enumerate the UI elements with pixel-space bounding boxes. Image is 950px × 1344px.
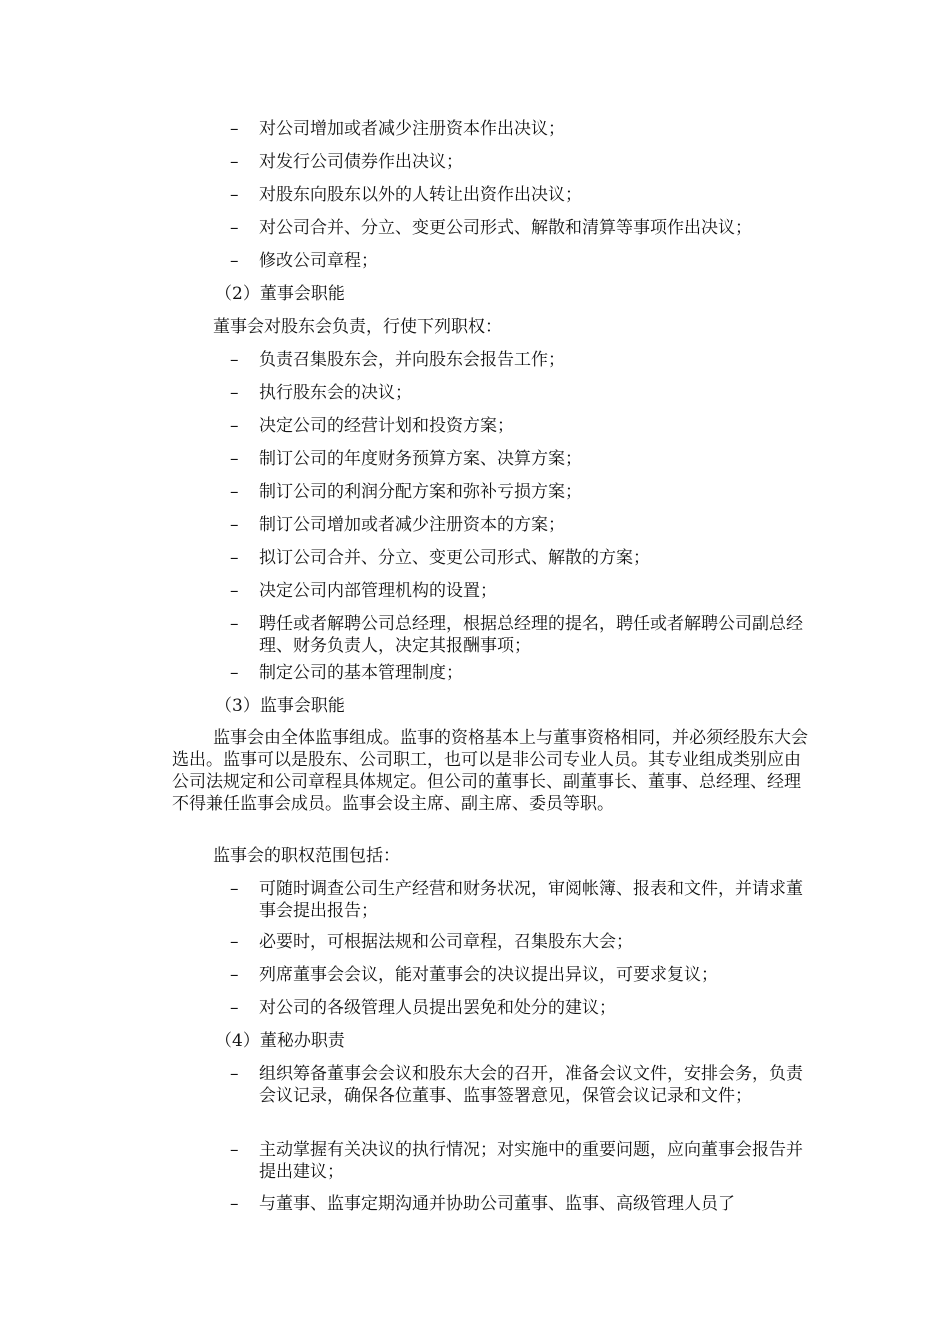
dash-bullet: – xyxy=(230,449,239,469)
dash-bullet: – xyxy=(230,383,239,403)
list-item-text: 对公司增加或者减少注册资本作出决议； xyxy=(259,119,565,139)
dash-bullet: – xyxy=(230,663,239,683)
list-item-text: 决定公司内部管理机构的设置； xyxy=(259,581,497,601)
dash-bullet: – xyxy=(230,614,239,634)
dash-bullet: – xyxy=(230,218,239,238)
dash-bullet: – xyxy=(230,152,239,172)
list-item-text: 聘任或者解聘公司总经理，根据总经理的提名，聘任或者解聘公司副总经理、财务负责人，决定其报酬事项； xyxy=(259,614,803,656)
list-item-text: 执行股东会的决议； xyxy=(259,383,412,403)
list-item-text: 与董事、监事定期沟通并协助公司董事、监事、高级管理人员了 xyxy=(259,1194,735,1214)
dash-bullet: – xyxy=(230,416,239,436)
dash-bullet: – xyxy=(230,350,239,370)
list-item-text: 负责召集股东会，并向股东会报告工作； xyxy=(259,350,565,370)
section-intro: 监事会的职权范围包括： xyxy=(213,846,400,866)
section-heading: （4）董秘办职责 xyxy=(215,1031,345,1051)
list-item-text: 制定公司的基本管理制度； xyxy=(259,663,463,683)
list-item-text: 对股东向股东以外的人转让出资作出决议； xyxy=(259,185,582,205)
list-item-text: 制订公司的年度财务预算方案、决算方案； xyxy=(259,449,582,469)
dash-bullet: – xyxy=(230,548,239,568)
section-intro: 董事会对股东会负责，行使下列职权： xyxy=(213,317,502,337)
list-item-text: 列席董事会会议，能对董事会的决议提出异议，可要求复议； xyxy=(259,965,718,985)
dash-bullet: – xyxy=(230,515,239,535)
dash-bullet: – xyxy=(230,482,239,502)
dash-bullet: – xyxy=(230,965,239,985)
dash-bullet: – xyxy=(230,932,239,952)
list-item-text: 对公司的各级管理人员提出罢免和处分的建议； xyxy=(259,998,616,1018)
section-heading: （3）监事会职能 xyxy=(215,696,345,716)
section-paragraph: 监事会由全体监事组成。监事的资格基本上与董事资格相同，并必须经股东大会选出。监事可以是股东、公司职工，也可以是非公司专业人员。其专业组成类别应由公司法规定和公司章程具体规定。但公司的董事长、副董事长、董事、总经理、经理不得兼任监事会成员。监事会设主席、副主席、委员等职。 xyxy=(172,728,808,814)
dash-bullet: – xyxy=(230,1194,239,1214)
dash-bullet: – xyxy=(230,998,239,1018)
list-item-text: 可随时调查公司生产经营和财务状况，审阅帐簿、报表和文件，并请求董事会提出报告； xyxy=(259,879,803,921)
dash-bullet: – xyxy=(230,879,239,899)
list-item-text: 制订公司增加或者减少注册资本的方案； xyxy=(259,515,565,535)
list-item-text: 决定公司的经营计划和投资方案； xyxy=(259,416,514,436)
dash-bullet: – xyxy=(230,581,239,601)
dash-bullet: – xyxy=(230,119,239,139)
list-item-text: 对发行公司债券作出决议； xyxy=(259,152,463,172)
dash-bullet: – xyxy=(230,185,239,205)
list-item-text: 必要时，可根据法规和公司章程，召集股东大会； xyxy=(259,932,633,952)
list-item-text: 拟订公司合并、分立、变更公司形式、解散的方案； xyxy=(259,548,650,568)
dash-bullet: – xyxy=(230,1064,239,1084)
list-item-text: 对公司合并、分立、变更公司形式、解散和清算等事项作出决议； xyxy=(259,218,752,238)
section-heading: （2）董事会职能 xyxy=(215,284,345,304)
list-item-text: 修改公司章程； xyxy=(259,251,378,271)
list-item-text: 制订公司的利润分配方案和弥补亏损方案； xyxy=(259,482,582,502)
list-item-text: 主动掌握有关决议的执行情况；对实施中的重要问题，应向董事会报告并提出建议； xyxy=(259,1140,803,1182)
list-item-text: 组织筹备董事会会议和股东大会的召开，准备会议文件，安排会务，负责会议记录，确保各位董事、监事签署意见，保管会议记录和文件； xyxy=(259,1064,803,1106)
dash-bullet: – xyxy=(230,1140,239,1160)
dash-bullet: – xyxy=(230,251,239,271)
